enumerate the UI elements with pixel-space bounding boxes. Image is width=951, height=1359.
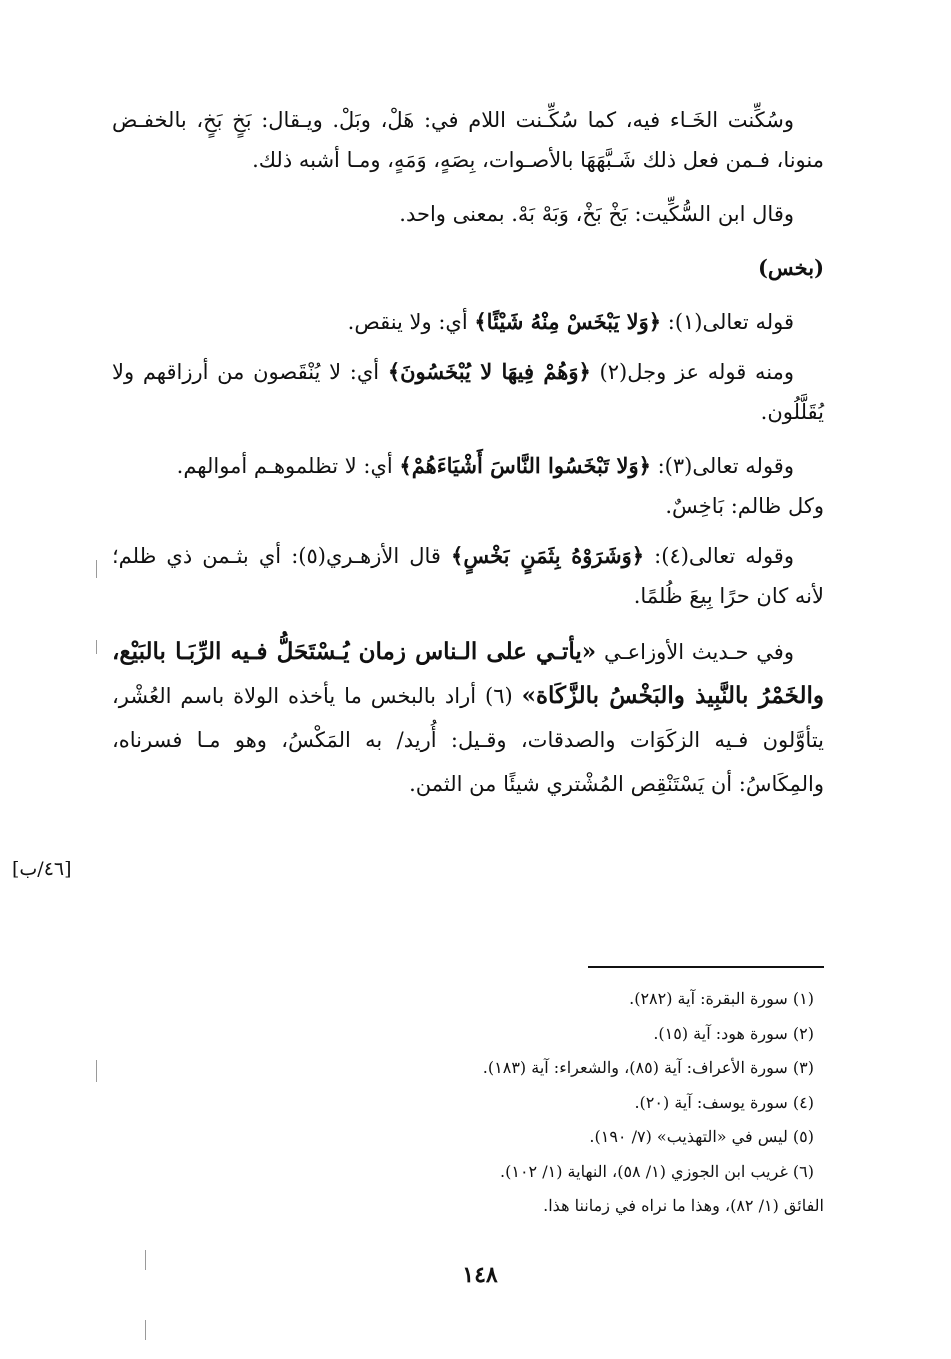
paragraph-7 bbox=[112, 630, 824, 806]
scan-artifact bbox=[145, 1320, 146, 1340]
footnotes bbox=[300, 982, 824, 1224]
paragraph-7-tail: (٦) أراد بالبخس ما يأخذه الولاة باسم العُشْر، يتأوَّلون فـيه الزكَوَات والصدقات، وقـيل: أُريد/ به المَكْسُ، وهو مـا فسرناه، والمِكَاسُ: أن يَسْتَنْقِص المُشْتري شيئًا من الثمن. bbox=[112, 684, 824, 796]
paragraph-4 bbox=[112, 352, 824, 432]
paragraph-3-tail: أي: ولا ينقص. bbox=[347, 310, 475, 334]
paragraph-4-lead: ومنه قوله عز وجل(٢) bbox=[590, 360, 794, 384]
paragraph-3-lead: قوله تعالى(١): bbox=[661, 310, 794, 334]
paragraph-3 bbox=[112, 302, 824, 342]
page-number: ١٤٨ bbox=[462, 1262, 498, 1288]
paragraph-5-lead: وقوله تعالى(٣): bbox=[650, 454, 794, 478]
scan-artifact bbox=[96, 640, 97, 654]
paragraph-5-tail: أي: لا تظلموهـم أموالهم. bbox=[176, 454, 400, 478]
paragraph-4-tail: أي: لا يُنْقَصون من أرزاقهم ولا يُقَلَّلُون. bbox=[112, 360, 824, 424]
hadith-quote: «يأتـي على الـناس زمان يُـسْتَحَلُّ فـيه الرِّبَـا بالبَيْع، والخَمْرُ بالنَّبِيذ والبَخْسُ بالزَّكَاة» bbox=[112, 638, 825, 709]
footnote-6-continuation: الفائق (١/ ٨٢)، وهذا ما نراه في زماننا هذا. bbox=[543, 1196, 824, 1215]
paragraph-5b: وكل ظالم: بَاخِسٌ. bbox=[665, 494, 824, 518]
manuscript-folio-marker: [٤٦/ب] bbox=[12, 858, 72, 880]
footnote-6: (٦) غريب ابن الجوزي (١/ ٥٨)، النهاية (١/ ١٠٢). bbox=[500, 1161, 814, 1181]
scan-artifact bbox=[96, 560, 97, 578]
quran-quote-2: ﴿وَهُمْ فِيهَا لا يُبْخَسُونَ﴾ bbox=[387, 359, 591, 384]
footnote-4: (٤) سورة يوسف: آية (٢٠). bbox=[634, 1092, 814, 1112]
footnote-5: (٥) ليس في «التهذيب» (٧/ ١٩٠). bbox=[589, 1127, 814, 1146]
scan-artifact bbox=[145, 1250, 146, 1270]
footnote-2: (٢) سورة هود: آية (١٥). bbox=[653, 1023, 814, 1043]
quran-quote-4: ﴿وَشَرَوْهُ بِثَمَنٍ بَخْسٍ﴾ bbox=[451, 543, 645, 568]
paragraph-6 bbox=[112, 536, 824, 616]
quran-quote-3: ﴿وَلا تَبْخَسُوا النَّاسَ أَشْيَاءَهُمْ﴾ bbox=[399, 453, 651, 478]
paragraph-6-lead: وقوله تعالى(٤): bbox=[644, 544, 794, 568]
paragraph-6-tail: قال الأزهـري(٥): أي بثـمن ذي ظلم؛ لأنه كان حرًا بِيعَ ظُلمًا. bbox=[112, 544, 824, 608]
paragraph-5 bbox=[112, 446, 824, 486]
footnote-1: (١) سورة البقرة: آية (٢٨٢). bbox=[629, 989, 814, 1008]
entry-heading: (بخس) bbox=[757, 255, 824, 280]
footnote-3: (٣) سورة الأعراف: آية (٨٥)، والشعراء: آية (١٨٣). bbox=[482, 1058, 814, 1077]
paragraph-7-lead: وفي حـديث الأوزاعـي bbox=[596, 640, 794, 664]
paragraph-2: وقال ابن السُّكِّيت: بَخْ بَخْ، وَبَهْ بَهْ. بمعنى واحد. bbox=[399, 202, 794, 226]
main-text bbox=[112, 100, 824, 806]
paragraph-1: وسُكِّنت الخَـاء فيه، كما سُكِّـنت اللام في: هَلْ، وبَلْ. ويـقال: بَخٍ بَخٍ، بالخفـض منونا، فـمن فعل ذلك شَـبَّهَهَا بالأصـوات، بِصَهٍ، وَمَهٍ، ومـا أشبه ذلك. bbox=[112, 108, 824, 172]
scan-artifact bbox=[96, 1060, 97, 1082]
footnote-separator bbox=[588, 966, 824, 968]
quran-quote-1: ﴿وَلا يَبْخَسْ مِنْهُ شَيْئًا﴾ bbox=[474, 309, 662, 334]
